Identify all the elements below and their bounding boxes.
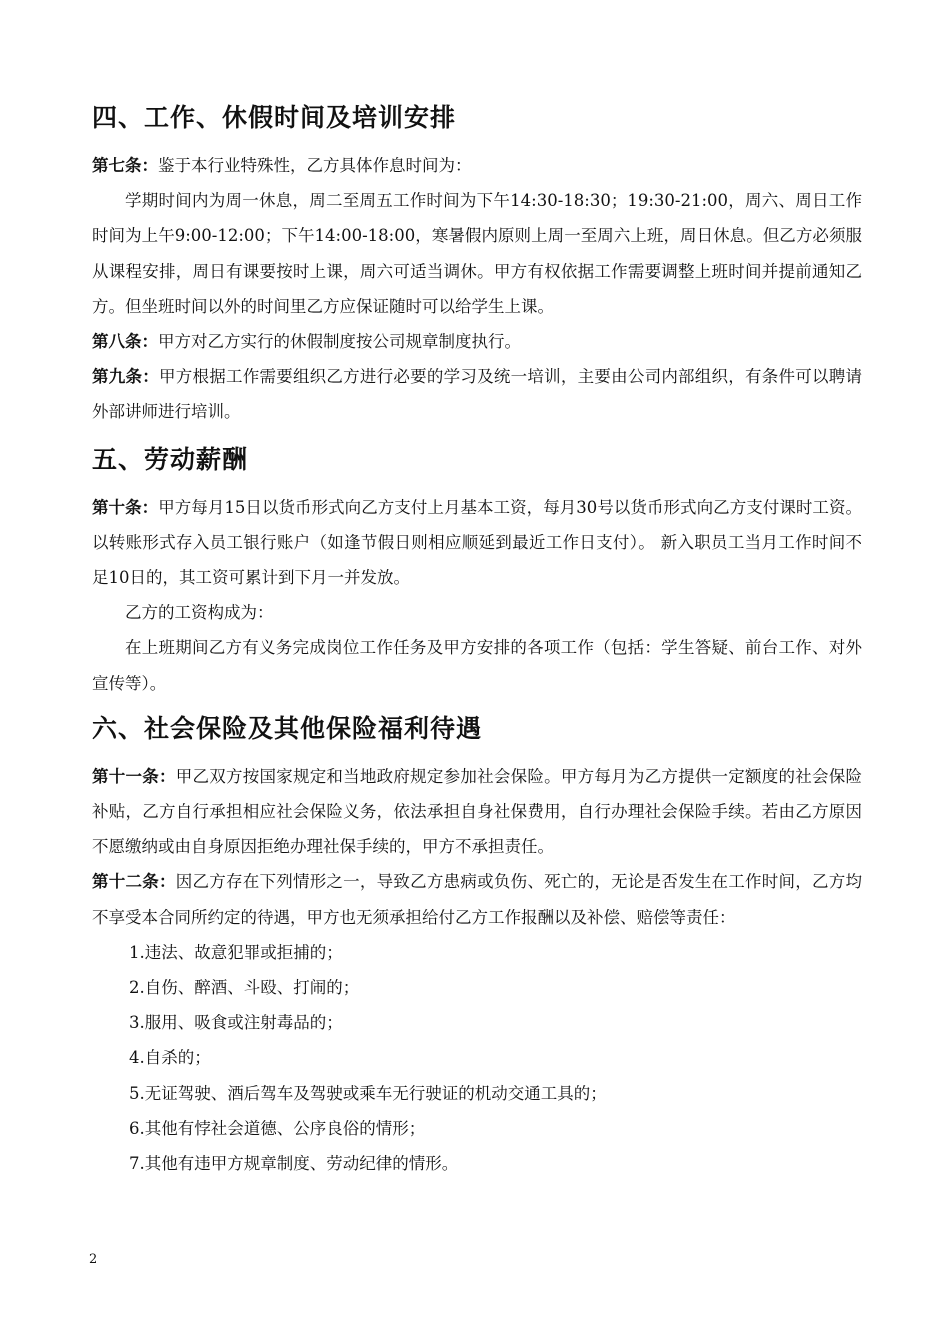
section-heading-4: 四、工作、休假时间及培训安排 xyxy=(92,103,457,132)
article-10-text: 甲方每月15日以货币形式向乙方支付上月基本工资，每月30号以货币形式向乙方支付课时工资。以转账形式存入员工银行账户（如逢节假日则相应顺延到最近工作日支付）。 新入职员工当月工作时间不足10日的，其工资可累计到下月一并发放。 xyxy=(92,497,863,588)
list-item: 3.服用、吸食或注射毒品的； xyxy=(129,1013,343,1033)
list-item: 2.自伤、醉酒、斗殴、打闹的； xyxy=(129,978,360,998)
article-10 xyxy=(92,490,862,596)
section-heading-5: 五、劳动薪酬 xyxy=(92,444,249,474)
article-12 xyxy=(92,864,862,934)
duties-paragraph: 在上班期间乙方有义务完成岗位工作任务及甲方安排的各项工作（包括：学生答疑、前台工作、对外宣传等）。 xyxy=(92,638,862,693)
list-item: 7.其他有违甲方规章制度、劳动纪律的情形。 xyxy=(129,1154,459,1174)
list-item: 5.无证驾驶、酒后驾车及驾驶或乘车无行驶证的机动交通工具的； xyxy=(129,1083,607,1103)
article-8 xyxy=(92,324,862,359)
article-11-text: 甲乙双方按国家规定和当地政府规定参加社会保险。甲方每月为乙方提供一定额度的社会保险补贴，乙方自行承担相应社会保险义务，依法承担自身社保费用，自行办理社会保险手续。若由乙方原因不愿缴纳或由自身原因拒绝办理社保手续的，甲方不承担责任。 xyxy=(92,766,863,857)
list-item: 1.违法、故意犯罪或拒捕的； xyxy=(129,942,343,962)
page-number: 2 xyxy=(89,1252,98,1267)
article-12-label: 第十二条： xyxy=(92,872,176,892)
salary-structure-paragraph: 乙方的工资构成为： xyxy=(125,603,274,623)
article-8-text: 甲方对乙方实行的休假制度按公司规章制度执行。 xyxy=(158,332,521,352)
article-9-label: 第九条： xyxy=(92,367,159,387)
list-item: 6.其他有悖社会道德、公序良俗的情形； xyxy=(129,1118,426,1138)
article-7 xyxy=(92,148,862,183)
article-11-label: 第十一条： xyxy=(92,766,176,786)
article-9-text: 甲方根据工作需要组织乙方进行必要的学习及统一培训，主要由公司内部组织，有条件可以聘请外部讲师进行培训。 xyxy=(92,367,863,422)
article-11 xyxy=(92,759,862,865)
article-9 xyxy=(92,359,862,429)
document-page xyxy=(92,98,862,1181)
article-10-label: 第十条： xyxy=(92,497,159,517)
work-schedule-paragraph: 学期时间内为周一休息，周二至周五工作时间为下午14:30-18:30；19:30-21:00，周六、周日工作时间为上午9:00-12:00；下午14:00-18:00，寒暑假内原则上周一至周六上班，周日休息。但乙方必须服从课程安排，周日有课要按时上课，周六可适当调休。甲方有权依据工作需要调整上班时间并提前通知乙方。但坐班时间以外的时间里乙方应保证随时可以给学生上课。 xyxy=(92,191,862,316)
article-7-label: 第七条： xyxy=(92,156,158,175)
article-7-text: 鉴于本行业特殊性，乙方具体作息时间为： xyxy=(158,156,472,175)
section-heading-6: 六、社会保险及其他保险福利待遇 xyxy=(92,713,483,743)
list-item: 4.自杀的； xyxy=(129,1048,211,1068)
article-12-text: 因乙方存在下列情形之一，导致乙方患病或负伤、死亡的，无论是否发生在工作时间，乙方均不享受本合同所约定的待遇，甲方也无须承担给付乙方工作报酬以及补偿、赔偿等责任： xyxy=(92,872,863,927)
article-8-label: 第八条： xyxy=(92,332,158,352)
